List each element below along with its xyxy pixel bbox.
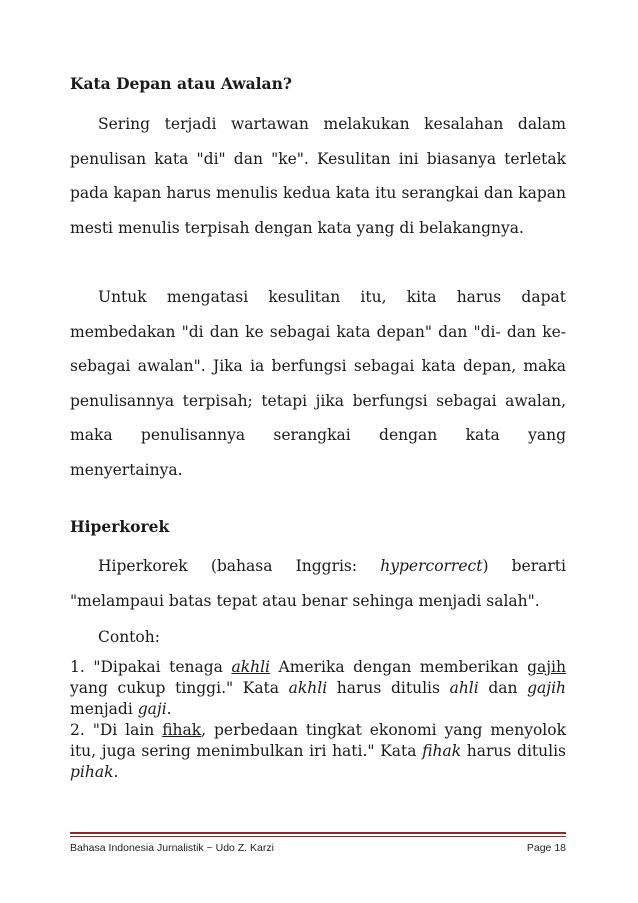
word-akhli: akhli	[231, 658, 270, 676]
text-segment: Hiperkorek (bahasa Inggris:	[98, 557, 381, 575]
word-ahli: ahli	[449, 679, 479, 697]
page-footer	[70, 842, 566, 854]
footer-divider	[70, 832, 566, 834]
page-number: Page 18	[526, 842, 566, 854]
word-pihak: pihak	[70, 763, 114, 781]
example-1	[70, 657, 566, 720]
text-segment: harus ditulis	[327, 679, 450, 697]
section-heading-kata-depan: Kata Depan atau Awalan?	[70, 74, 292, 93]
word-akhli-italic: akhli	[288, 679, 328, 697]
word-fihak-italic: fihak	[422, 742, 462, 760]
text-segment: , perbedaan tingkat ekonomi yang menyolok itu, juga sering menimbulkan iri hati." Kata	[70, 721, 566, 760]
word-gajih: gajih	[527, 658, 566, 676]
text-segment: dan	[478, 679, 528, 697]
footer-title: Bahasa Indonesia Jurnalistik ~ Udo Z. Karzi	[70, 842, 274, 854]
text-segment: harus ditulis	[461, 742, 566, 760]
word-gaji: gaji	[137, 700, 167, 718]
text-segment: menjadi	[70, 700, 138, 718]
section-heading-hiperkorek: Hiperkorek	[70, 517, 170, 536]
paragraph-1: Sering terjadi wartawan melakukan kesalahan dalam penulisan kata "di" dan "ke". Kesulitan ini biasanya terletak pada kapan harus menulis kedua kata itu serangkai dan kapan mesti menulis terpisah dengan kata yang di belakangnya.	[70, 115, 566, 237]
word-fihak: fihak	[162, 721, 202, 739]
text-segment: 2. "Di lain	[70, 721, 163, 739]
example-2	[70, 720, 566, 783]
footer-divider-thin	[70, 836, 566, 837]
contoh-label: Contoh:	[98, 628, 160, 646]
text-segment: Amerika dengan memberikan	[269, 658, 528, 676]
paragraph-2: Untuk mengatasi kesulitan itu, kita harus dapat membedakan "di dan ke sebagai kata depan" dan "di- dan ke- sebagai awalan". Jika ia berfungsi sebagai kata depan, maka penulisannya terpisah; tetapi jika berfungsi sebagai awalan, maka penulisannya serangkai dengan kata yang menyertainya.	[70, 288, 566, 479]
text-segment: 1. "Dipakai tenaga	[70, 658, 232, 676]
word-gajih-italic: gajih	[527, 679, 567, 697]
term-hypercorrect: hypercorrect	[380, 557, 483, 575]
text-segment: ) berarti "melampaui batas tepat atau benar sehinga menjadi salah".	[70, 557, 566, 610]
text-segment: .	[166, 700, 172, 718]
paragraph-hiperkorek	[70, 549, 566, 618]
text-segment: yang cukup tinggi." Kata	[70, 679, 289, 697]
text-segment: .	[113, 763, 119, 781]
